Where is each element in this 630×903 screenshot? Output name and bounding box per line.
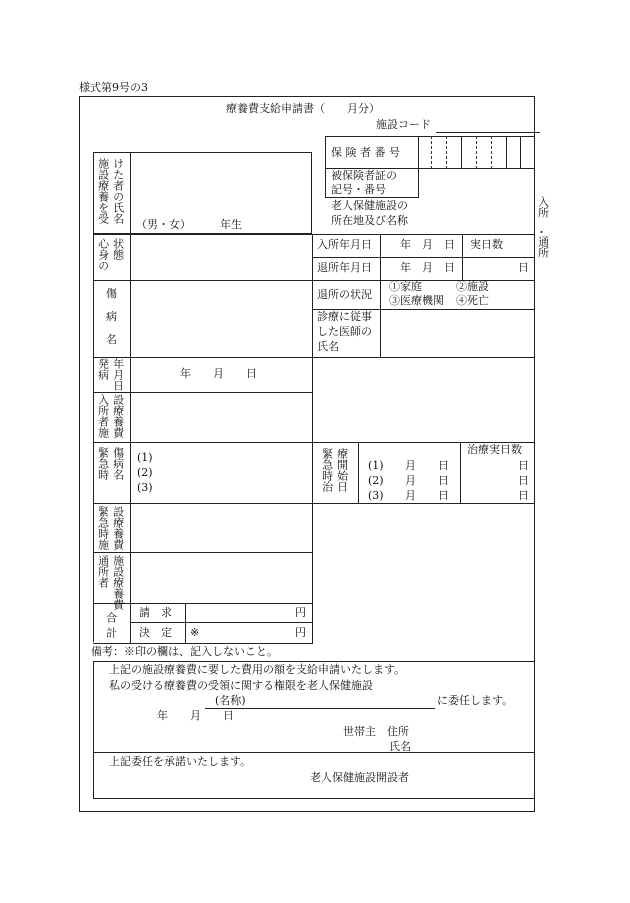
mind-body-label-col1: 状態 <box>111 238 125 260</box>
outpatient-cost-label-col2: 通所者 <box>96 555 110 588</box>
doctor-label-3: 氏名 <box>317 340 339 353</box>
treatment-days-unit-2: 日 <box>518 474 529 487</box>
insurer-digit-4[interactable] <box>476 136 477 169</box>
insured-id-label-1: 被保険者証の <box>331 169 397 182</box>
insurer-digit-5[interactable] <box>491 136 492 169</box>
patient-label-col1: けた者の氏名 <box>111 158 125 224</box>
delegate-text: に委任します。 <box>437 694 514 707</box>
treatment-days-unit-1: 日 <box>518 459 529 472</box>
patient-name-box[interactable] <box>93 152 312 234</box>
remarks: 備考：※印の欄は、記入しないこと。 <box>91 645 278 658</box>
form-title: 療養費支給申請書（ 月分） <box>226 102 380 115</box>
facility-founder-label: 老人保健施設開設者 <box>310 771 409 784</box>
emergency-name-item-3: (3) <box>137 481 153 494</box>
emergency-start-label-col2: 緊急時治 <box>320 448 334 492</box>
doctor-label-1: 診療に従事 <box>317 310 372 323</box>
form-number: 様式第9号の3 <box>79 81 148 94</box>
facility-code-label: 施設コード <box>376 118 431 131</box>
householder-address-label: 世帯主 住所 <box>343 725 409 738</box>
insurer-digit-7[interactable] <box>520 136 521 169</box>
emergency-name-label-col2: 緊急時 <box>96 447 110 480</box>
insurer-number-label: 保 険 者 番 号 <box>331 146 400 159</box>
emergency-start-date-1[interactable]: 月 日 <box>405 459 449 472</box>
sex-label: （男・女） <box>136 218 191 231</box>
decision-yen-unit: 円 <box>295 626 306 639</box>
emergency-start-no-2: (2) <box>368 474 384 487</box>
insurer-digit-1[interactable] <box>431 136 432 169</box>
inpatient-cost-label-col1: 設療養費 <box>111 394 125 438</box>
emergency-start-no-3: (3) <box>368 489 384 502</box>
emergency-name-item-1: (1) <box>137 451 153 464</box>
birth-label: 年生 <box>220 218 242 231</box>
insurer-digit-6[interactable] <box>506 136 507 169</box>
injury-label-3: 名 <box>106 333 117 346</box>
emergency-cost-label-col2: 緊急時施 <box>96 506 110 550</box>
discharge-option-facility[interactable]: ②施設 <box>456 280 489 293</box>
discharge-option-home[interactable]: ①家庭 <box>389 280 422 293</box>
injury-label-1: 傷 <box>106 287 117 300</box>
onset-date-value[interactable]: 年 月 日 <box>180 367 257 380</box>
injury-label-2: 病 <box>106 310 117 323</box>
admission-date-label: 入所年月日 <box>317 238 372 251</box>
application-date[interactable]: 年 月 日 <box>157 709 234 722</box>
facility-location-label-1: 老人保健施設の <box>331 199 408 212</box>
emergency-start-date-3[interactable]: 月 日 <box>405 489 449 502</box>
admission-date-value[interactable]: 年 月 日 <box>400 238 455 251</box>
householder-name-label: 氏名 <box>389 740 411 753</box>
treatment-days-label: 治療実日数 <box>467 443 522 456</box>
claim-yen-unit: 円 <box>295 606 306 619</box>
facility-location-label-2: 所在地及び名称 <box>331 214 408 227</box>
emergency-start-date-2[interactable]: 月 日 <box>405 474 449 487</box>
emergency-cost-label-col1: 設療養費 <box>111 506 125 550</box>
decision-mark: ※ <box>190 626 200 639</box>
patient-label-col2: 施設療養を受 <box>96 158 110 224</box>
doctor-label-2: した医師の <box>317 325 372 338</box>
discharge-date-label: 退所年月日 <box>317 261 372 274</box>
application-line-2: 私の受ける療養費の受領に関する権限を老人保健施設 <box>109 679 373 692</box>
inpatient-cost-label-col2: 入所者施 <box>96 394 110 438</box>
emergency-start-no-1: (1) <box>368 459 384 472</box>
emergency-name-label-col1: 傷病名 <box>111 447 125 480</box>
total-label: 合計 <box>104 612 118 642</box>
onset-label-col2: 発病 <box>96 358 110 380</box>
facility-name-input[interactable] <box>205 708 435 709</box>
onset-label-col1: 年月日 <box>111 358 125 391</box>
emergency-start-label-col1: 療開始日 <box>335 448 349 492</box>
decision-label: 決 定 <box>139 626 172 639</box>
actual-days-unit: 日 <box>518 261 529 274</box>
emergency-name-item-2: (2) <box>137 466 153 479</box>
side-note-dot: ・ <box>536 226 547 239</box>
claim-label: 請 求 <box>139 606 172 619</box>
discharge-date-value[interactable]: 年 月 日 <box>400 261 455 274</box>
consent-text: 上記委任を承諾いたします。 <box>109 755 252 768</box>
treatment-days-unit-3: 日 <box>518 489 529 502</box>
discharge-option-death[interactable]: ④死亡 <box>456 294 489 307</box>
discharge-option-medical[interactable]: ③医療機関 <box>389 294 444 307</box>
discharge-status-label: 退所の状況 <box>317 288 372 301</box>
insurer-digit-3[interactable] <box>461 136 462 169</box>
mind-body-label-col2: 心身の <box>96 238 110 271</box>
insurer-digit-2[interactable] <box>446 136 447 169</box>
side-note-admission: 入所 <box>536 196 550 218</box>
outpatient-cost-label-col1: 施設療養費 <box>111 555 125 610</box>
facility-name-label: (名称) <box>215 694 246 707</box>
insured-id-label-2: 記号・番号 <box>331 183 386 196</box>
side-note-outpatient: 通所 <box>536 236 550 258</box>
application-line-1: 上記の施設療養費に要した費用の額を支給申請いたします。 <box>109 663 406 676</box>
actual-days-label: 実日数 <box>470 238 503 251</box>
